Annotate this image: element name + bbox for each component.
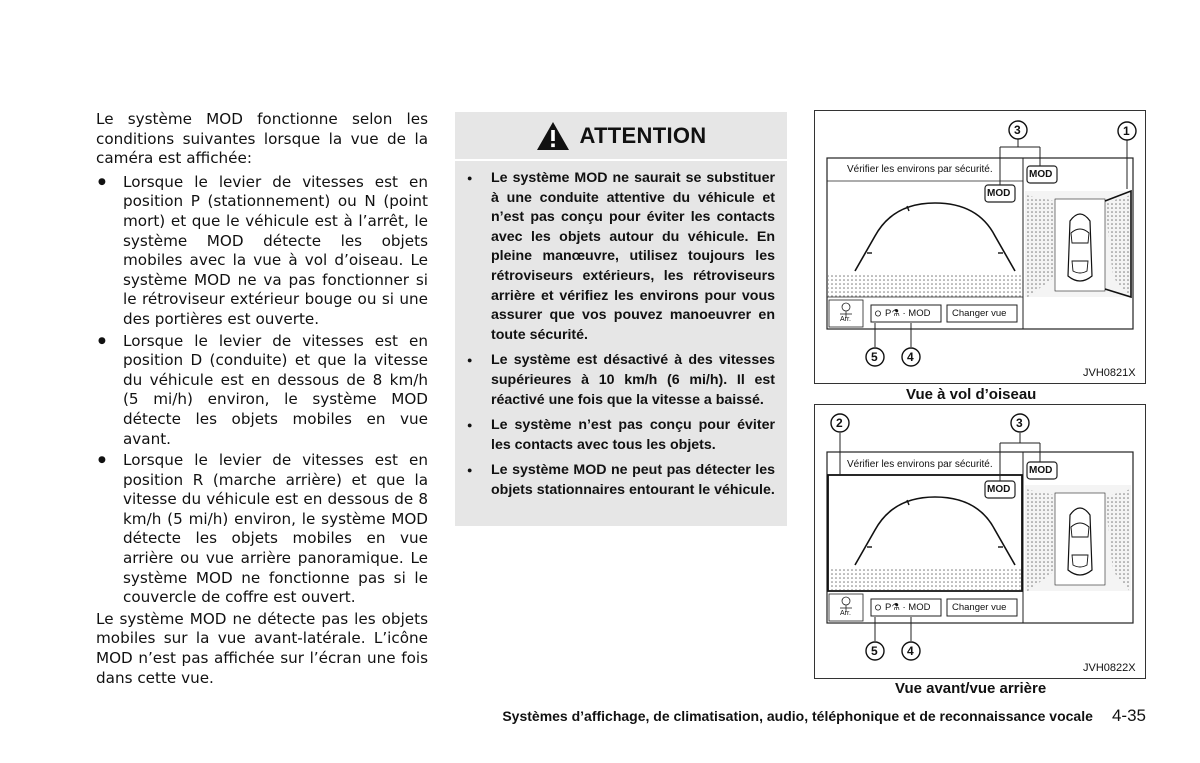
figure-code: JVH0822X	[1083, 662, 1136, 674]
callout-number: 4	[907, 644, 914, 658]
list-item: ● Le système n’est pas conçu pour éviter les contacts avec tous les objets.	[467, 416, 775, 455]
outro-paragraph: Le système MOD ne détecte pas les objets mobiles sur la vue avant-latérale. L’icône MOD n’est pas affichée sur l’écran une fois dans cette vue.	[96, 609, 428, 687]
intro-paragraph: Le système MOD fonctionne selon les conditions suivantes lorsque la vue de la caméra est affichée:	[96, 110, 428, 168]
attention-title: ATTENTION	[579, 122, 707, 148]
change-view-button: Changer vue	[952, 308, 1007, 319]
attention-header	[455, 112, 787, 159]
callout-number: 2	[836, 416, 843, 430]
screen-message: Vérifier les environs par sécurité.	[847, 459, 993, 470]
figure-drawing	[815, 111, 1145, 383]
figure-front-rear	[814, 404, 1146, 679]
p-mod-button: P⚗ · MOD	[885, 602, 931, 613]
screen-message: Vérifier les environs par sécurité.	[847, 164, 993, 175]
mod-badge: MOD	[1029, 465, 1053, 476]
figure-caption: Vue à vol d’oiseau	[906, 386, 1037, 403]
figure-code: JVH0821X	[1083, 367, 1136, 379]
list-item: ● Le système MOD ne saurait se substituer à une conduite attentive du véhicule et n’est pas conçu pour éviter les contacts avec les objets autour du véhicule. En pleine manœuvre, utilisez toujours les rétroviseurs extérieurs, les rétroviseurs arrière et vérifiez les environs pour vous assurer que vos pouvez manoeuvrer en toute sécurité.	[467, 169, 775, 345]
page-number: 4-35	[1111, 706, 1146, 725]
figure-caption: Vue avant/vue arrière	[895, 680, 1047, 697]
left-column	[96, 110, 428, 688]
mod-badge: MOD	[987, 188, 1011, 199]
list-item: ● Lorsque le levier de vitesses est en position R (marche arrière) et que la vitesse du véhicule est en dessous de 8 km/h (5 mi/h) environ, le système MOD détecte les objets mobiles en vue arrière ou vue arrière panoramique. Le système MOD ne fonctionne pas si le couvercle de coffre est ouvert.	[96, 451, 428, 608]
mod-badge: MOD	[987, 484, 1011, 495]
callout-number: 5	[871, 644, 878, 658]
list-item: ● Le système est désactivé à des vitesses supérieures à 10 km/h (6 mi/h). Il est réactivé une fois que la vitesse a baissé.	[467, 351, 775, 410]
page-footer	[0, 706, 1146, 726]
figure-birds-eye	[814, 110, 1146, 384]
list-item: ● Le système MOD ne peut pas détecter les objets stationnaires entourant le véhicule.	[467, 461, 775, 500]
p-mod-button: P⚗ · MOD	[885, 308, 931, 319]
figure-drawing	[815, 405, 1145, 678]
warning-icon	[536, 121, 570, 151]
callout-number: 1	[1123, 124, 1130, 138]
callout-number: 4	[907, 350, 914, 364]
mod-badge: MOD	[1029, 169, 1053, 180]
attention-box	[455, 112, 787, 526]
callout-number: 3	[1016, 416, 1023, 430]
callout-number: 3	[1014, 123, 1021, 137]
change-view-button: Changer vue	[952, 602, 1007, 613]
list-item: ● Lorsque le levier de vitesses est en position P (stationnement) ou N (point mort) et que le véhicule est à l’arrêt, le système MOD détecte les objets mobiles avec la vue à vol d’oiseau. Le système MOD ne va pas fonctionner si le rétroviseur extérieur bouge ou si une des portières est ouverte.	[96, 173, 428, 330]
list-item: ● Lorsque le levier de vitesses est en position D (conduite) et que la vitesse du véhicule est en dessous de 8 km/h (5 mi/h) environ, le système MOD détecte les objets mobiles en vue avant.	[96, 332, 428, 450]
conditions-list	[96, 173, 428, 608]
callout-number: 5	[871, 350, 878, 364]
attention-list	[455, 161, 787, 501]
section-title: Systèmes d’affichage, de climatisation, audio, téléphonique et de reconnaissance vocale	[502, 708, 1093, 724]
arr-label: Arr.	[840, 610, 851, 617]
arr-label: Arr.	[840, 316, 851, 323]
